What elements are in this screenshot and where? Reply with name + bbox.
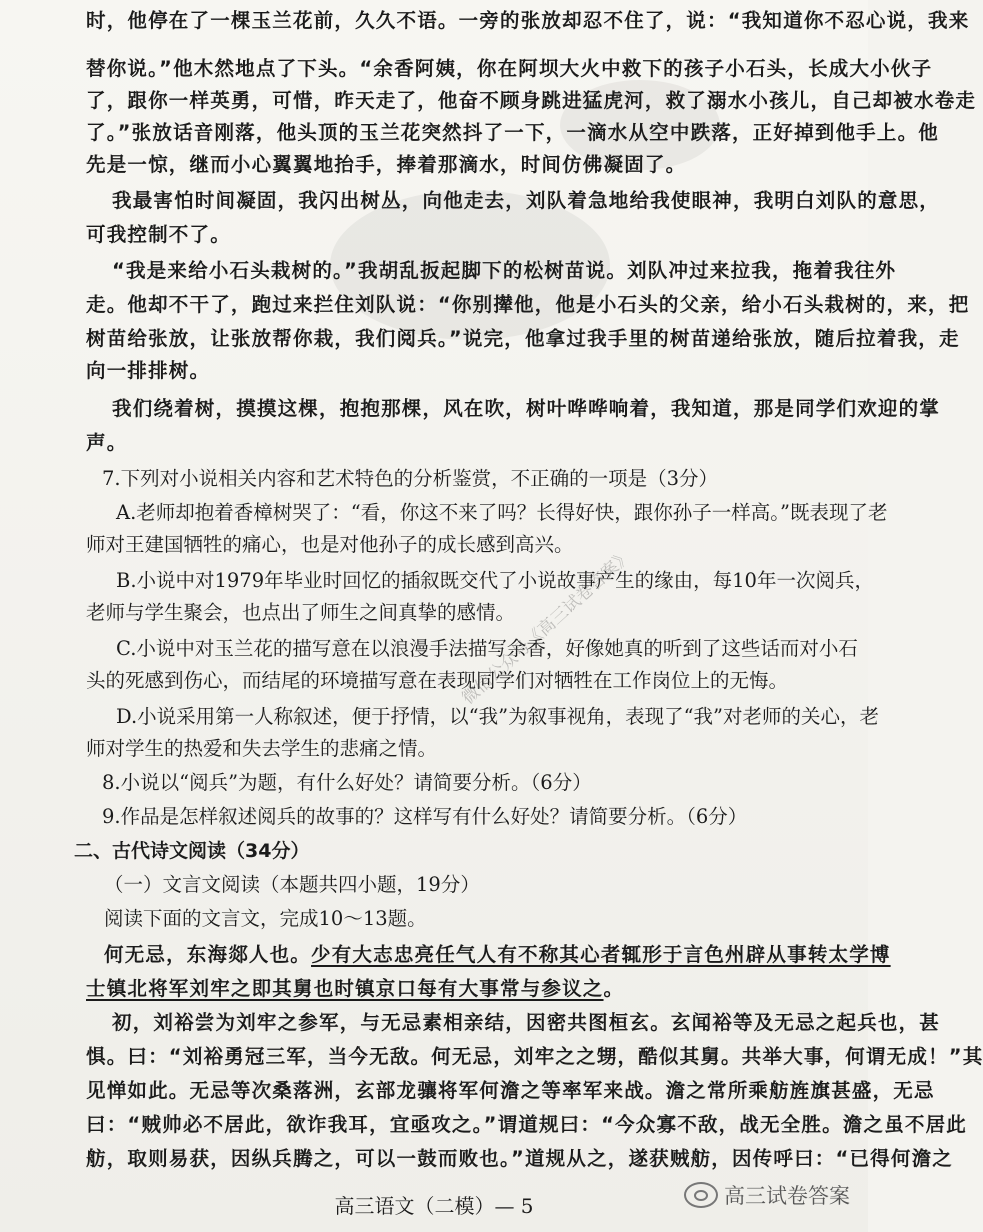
story-line: 先是一惊，继而小心翼翼地抬手，捧着那滴水，时间仿佛凝固了。 xyxy=(86,153,687,176)
option-a-cont: 师对王建国牺牲的痛心，也是对他孙子的成长感到高兴。 xyxy=(86,533,574,556)
option-b: B.小说中对1979年毕业时回忆的插叙既交代了小说故事产生的缘由，每10年一次阅兵， xyxy=(116,569,874,592)
passage-line xyxy=(86,976,824,1004)
option-a: A.老师却抱着香樟树哭了：“看，你这不来了吗？长得好快，跟你孙子一样高。”既表现了老 xyxy=(116,501,888,524)
underlined-sentence: 士镇北将军刘牢之即其舅也时镇京口每有大事常与参议之 xyxy=(86,977,604,1000)
passage-line: 初，刘裕尝为刘牢之参军，与无忌素相亲结，因密共图桓玄。玄闻裕等及无忌之起兵也，甚 xyxy=(112,1011,941,1034)
passage-text: 何无忌，东海郯人也。 xyxy=(104,943,312,966)
story-line: 我最害怕时间凝固，我闪出树丛，向他走去，刘队着急地给我使眼神，我明白刘队的意思， xyxy=(112,189,941,212)
section-heading: 二、古代诗文阅读（34分） xyxy=(74,840,310,862)
passage-line: 见惮如此。无忌等次桑落洲，玄部龙骧将军何澹之等率军来战。澹之常所乘舫旌旗甚盛，无忌 xyxy=(86,1079,935,1102)
option-d-cont: 师对学生的热爱和失去学生的悲痛之情。 xyxy=(86,737,438,760)
story-line: 我们绕着树，摸摸这棵，抱抱那棵，风在吹，树叶哗哗响着，我知道，那是同学们欢迎的掌 xyxy=(112,397,941,420)
brand-name: 高三试卷答案 xyxy=(724,1184,850,1208)
option-b-cont: 老师与学生聚会，也点出了师生之间真挚的感情。 xyxy=(86,601,516,624)
story-line: 替你说。”他木然地点了下头。“余香阿姨，你在阿坝大火中救下的孩子小石头，长成大小伙子 xyxy=(86,57,933,80)
brand-badge xyxy=(684,1180,850,1210)
question-7: 7.下列对小说相关内容和艺术特色的分析鉴赏，不正确的一项是（3分） xyxy=(102,467,719,490)
instruction: 阅读下面的文言文，完成10～13题。 xyxy=(104,907,427,930)
story-line: 声。 xyxy=(86,431,128,454)
passage-line: 惧。曰：“刘裕勇冠三军，当今无敌。何无忌，刘牢之之甥，酷似其舅。共举大事，何谓无成！”其 xyxy=(86,1045,983,1068)
option-c-cont: 头的死感到伤心，而结尾的环境描写意在表现同学们对牺牲在工作岗位上的无悔。 xyxy=(86,669,789,692)
story-line: “我是来给小石头栽树的。”我胡乱扳起脚下的松树苗说。刘队冲过来拉我，拖着我往外 xyxy=(112,259,897,282)
story-line: 了。”张放话音刚落，他头顶的玉兰花突然抖了一下，一滴水从空中跌落，正好掉到他手上。他 xyxy=(86,121,939,144)
underlined-sentence: 少有大志忠亮任气人有不称其心者辄形于言色州辟从事转太学博 xyxy=(311,943,891,966)
story-line: 走。他却不干了，跑过来拦住刘队说：“你别撵他，他是小石头的父亲，给小石头栽树的，来，把 xyxy=(86,293,970,316)
page-footer: 高三语文（二模）— 5 xyxy=(334,1194,534,1218)
subsection-heading: （一）文言文阅读（本题共四小题，19分） xyxy=(104,873,480,896)
story-line: 了，跟你一样英勇，可惜，昨天走了，他奋不顾身跳进猛虎河，救了溺水小孩儿，自己却被水卷走 xyxy=(86,89,977,112)
option-d: D.小说采用第一人称叙述，便于抒情，以“我”为叙事视角，表现了“我”对老师的关心，老 xyxy=(116,705,880,728)
story-line: 向一排排树。 xyxy=(86,359,211,382)
passage-line xyxy=(104,942,891,970)
passage-line: 舫，取则易获，因纵兵腾之，可以一鼓而败也。”道规从之，遂获贼舫，因传呼曰：“已得何澹之 xyxy=(86,1147,953,1170)
wechat-icon xyxy=(684,1182,718,1208)
story-line: 树苗给张放，让张放帮你栽，我们阅兵。”说完，他拿过我手里的树苗递给张放，随后拉着我，走 xyxy=(86,327,960,350)
story-line: 可我控制不了。 xyxy=(86,223,231,246)
option-c: C.小说中对玉兰花的描写意在以浪漫手法描写余香，好像她真的听到了这些话而对小石 xyxy=(116,637,858,660)
question-8: 8.小说以“阅兵”为题，有什么好处？请简要分析。（6分） xyxy=(102,771,592,794)
question-9: 9.作品是怎样叙述阅兵的故事的？这样写有什么好处？请简要分析。（6分） xyxy=(102,805,748,828)
story-line: 时，他停在了一棵玉兰花前，久久不语。一旁的张放却忍不住了，说：“我知道你不忍心说，我来 xyxy=(86,9,970,32)
watermark: 微信公众号《高三试卷答案》 xyxy=(458,545,636,709)
passage-line: 曰：“贼帅必不居此，欲诈我耳，宜亟攻之。”谓道规曰：“今众寡不敌，战无全胜。澹之虽不居此 xyxy=(86,1113,967,1136)
passage-text: 。 xyxy=(603,977,625,1000)
